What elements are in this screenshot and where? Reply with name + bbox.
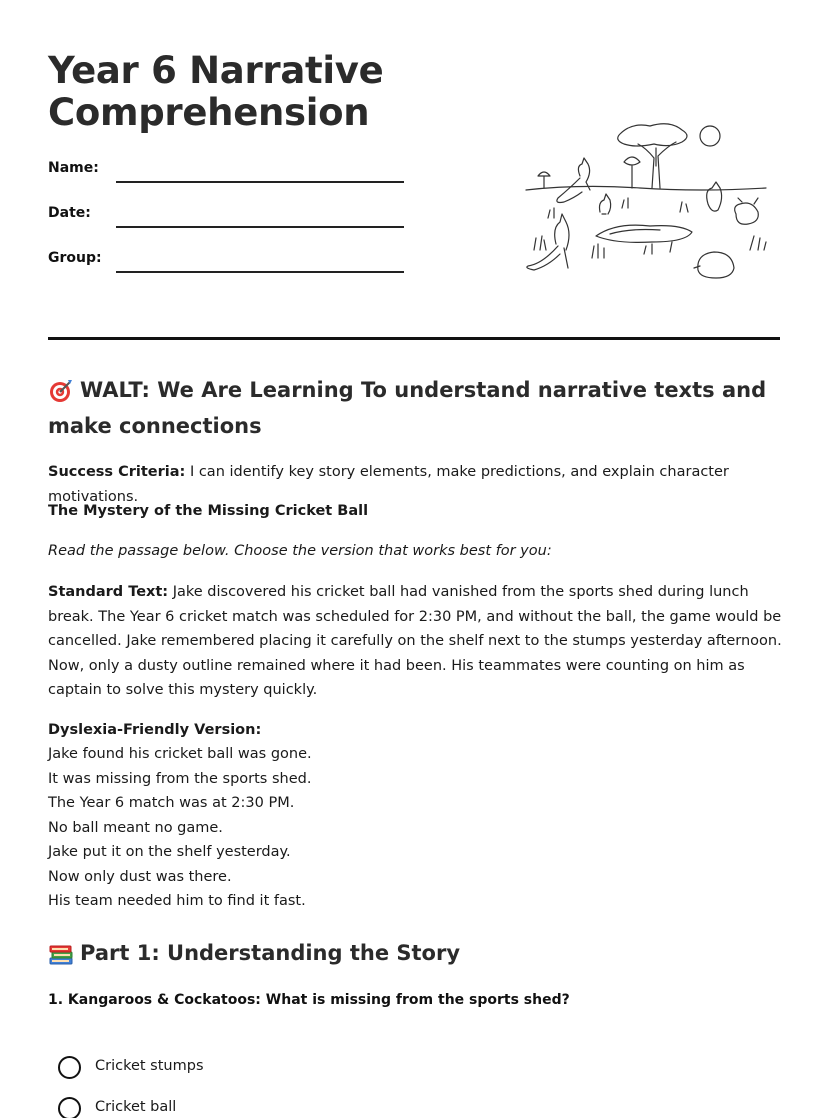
standard-text-body: Jake discovered his cricket ball had vanished from the sports shed during lunch break. The Year 6 cricket match was scheduled for 2:30 PM, and without the ball, the game would be cancelled. Jake remembered placing it carefully on the shelf next to the stumps yesterday afternoon. Now, only a dusty outline remained where it had been. His teammates were counting on him as captain to solve this mystery quickly. bbox=[48, 584, 782, 698]
story-title-text: The Mystery of the Missing Cricket Ball bbox=[48, 503, 369, 519]
dyslexia-line: No ball meant no game. bbox=[48, 819, 223, 836]
date-field[interactable] bbox=[48, 205, 408, 229]
option-label: Cricket stumps bbox=[95, 1058, 204, 1074]
dyslexia-line: Now only dust was there. bbox=[48, 868, 232, 885]
target-dart-icon bbox=[48, 378, 74, 404]
name-label: Name: bbox=[48, 160, 99, 176]
outback-animals-illustration bbox=[520, 118, 772, 282]
title-line-2: Comprehension bbox=[48, 91, 370, 134]
title-line-1: Year 6 Narrative bbox=[48, 49, 384, 92]
date-label: Date: bbox=[48, 205, 91, 221]
dyslexia-line: Jake put it on the shelf yesterday. bbox=[48, 844, 291, 860]
standard-text-label: Standard Text: bbox=[48, 584, 169, 600]
walt-heading bbox=[48, 372, 788, 444]
success-criteria-label: Success Criteria: bbox=[48, 464, 186, 480]
dyslexia-version-lines bbox=[48, 742, 648, 914]
radio-button[interactable] bbox=[58, 1097, 81, 1118]
reading-instruction: Read the passage below. Choose the version that works best for you: bbox=[48, 543, 552, 559]
dyslexia-version-label-text: Dyslexia-Friendly Version: bbox=[48, 722, 262, 738]
option-label: Cricket ball bbox=[95, 1099, 177, 1115]
date-line[interactable] bbox=[116, 226, 404, 228]
dyslexia-line: It was missing from the sports shed. bbox=[48, 770, 312, 787]
group-label: Group: bbox=[48, 250, 102, 266]
header-divider bbox=[48, 337, 780, 340]
dyslexia-version-label bbox=[48, 718, 784, 743]
walt-text: WALT: We Are Learning To understand narrative texts and make connections bbox=[48, 378, 767, 438]
question-1: 1. Kangaroos & Cockatoos: What is missing from the sports shed? bbox=[48, 992, 570, 1008]
option-cricket-ball[interactable] bbox=[58, 1097, 458, 1118]
books-icon bbox=[48, 941, 74, 967]
story-title bbox=[48, 499, 784, 524]
success-criteria-text: I can identify key story elements, make predictions, and explain character motivations. bbox=[48, 464, 729, 505]
radio-button[interactable] bbox=[58, 1056, 81, 1079]
option-cricket-stumps[interactable] bbox=[58, 1056, 458, 1082]
group-field[interactable] bbox=[48, 250, 408, 274]
name-line[interactable] bbox=[116, 181, 404, 183]
worksheet-title bbox=[48, 50, 468, 134]
part1-heading bbox=[48, 936, 748, 970]
dyslexia-line: Jake found his cricket ball was gone. bbox=[48, 746, 312, 762]
part1-heading-text: Part 1: Understanding the Story bbox=[80, 941, 461, 965]
standard-text bbox=[48, 580, 784, 703]
dyslexia-line: His team needed him to find it fast. bbox=[48, 893, 306, 909]
group-line[interactable] bbox=[116, 271, 404, 273]
name-field[interactable] bbox=[48, 160, 408, 184]
dyslexia-line: The Year 6 match was at 2:30 PM. bbox=[48, 795, 295, 811]
